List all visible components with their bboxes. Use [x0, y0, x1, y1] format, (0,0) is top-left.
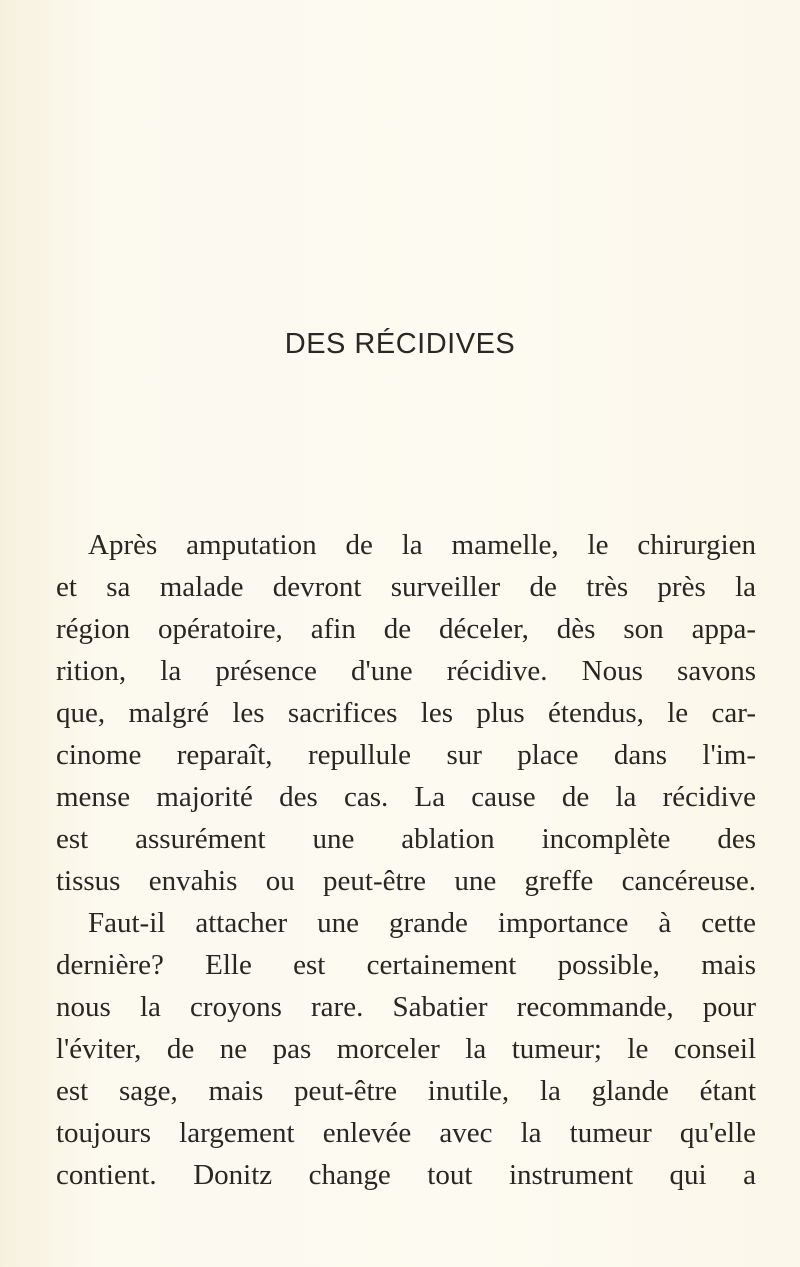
body-paragraph: [56, 524, 756, 1196]
text-line: rition, la présence d'une récidive. Nous savons: [56, 655, 756, 687]
text-line: cinome reparaît, repullule sur place dans l'im-: [56, 739, 756, 771]
text-line: est sage, mais peut-être inutile, la glande étant: [56, 1075, 756, 1107]
text-line: nous la croyons rare. Sabatier recommande, pour: [56, 991, 756, 1023]
text-line: région opératoire, afin de déceler, dès son appa-: [56, 613, 756, 645]
text-line: l'éviter, de ne pas morceler la tumeur; le conseil: [56, 1033, 756, 1065]
chapter-heading: DES RÉCIDIVES: [284, 328, 516, 360]
text-line: dernière? Elle est certainement possible, mais: [56, 949, 756, 981]
text-line: contient. Donitz change tout instrument qui a: [56, 1159, 756, 1191]
text-line: Après amputation de la mamelle, le chirurgien: [88, 529, 756, 561]
text-line: tissus envahis ou peut-être une greffe cancéreuse.: [56, 865, 756, 897]
text-line: que, malgré les sacrifices les plus étendus, le car-: [56, 697, 756, 729]
text-line: mense majorité des cas. La cause de la récidive: [56, 781, 756, 813]
text-line: toujours largement enlevée avec la tumeur qu'elle: [56, 1117, 756, 1149]
text-line: est assurément une ablation incomplète des: [56, 823, 756, 855]
text-line: Faut-il attacher une grande importance à cette: [88, 907, 756, 939]
text-line: et sa malade devront surveiller de très près la: [56, 571, 756, 603]
